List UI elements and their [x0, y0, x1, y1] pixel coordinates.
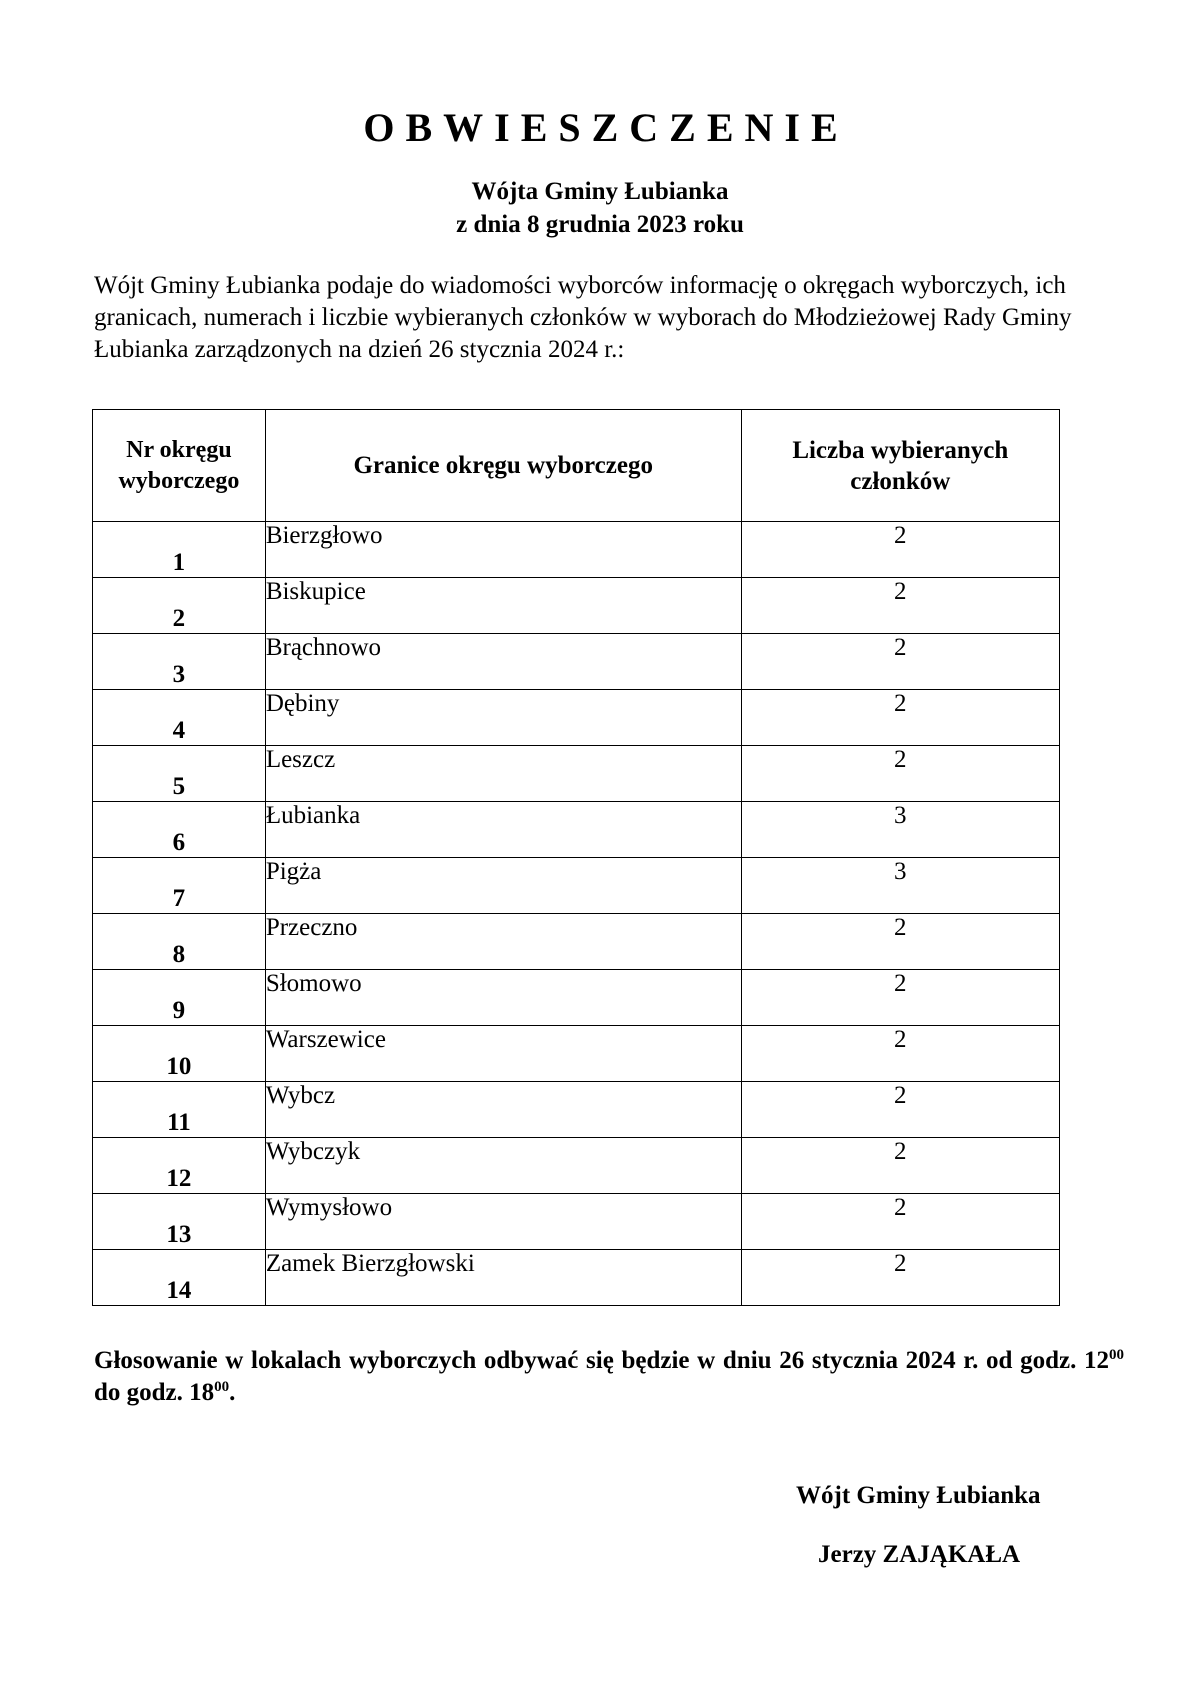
districts-table-body	[93, 522, 1060, 1306]
voting-note-text-middle: do godz. 18	[94, 1379, 215, 1406]
district-number-cell: 13	[93, 1194, 266, 1250]
districts-table	[92, 409, 1060, 1306]
document-issuer: Wójta Gminy Łubianka	[471, 178, 729, 205]
table-row	[93, 1138, 1060, 1194]
table-row	[93, 690, 1060, 746]
district-name-cell: Słomowo	[265, 970, 741, 1026]
district-name-cell: Pigża	[265, 858, 741, 914]
district-number-cell: 8	[93, 914, 266, 970]
members-count-cell: 2	[741, 1194, 1059, 1250]
table-row	[93, 634, 1060, 690]
district-number-cell: 5	[93, 746, 266, 802]
header-district-number: Nr okręgu wyborczego	[93, 410, 266, 522]
district-name-cell: Bierzgłowo	[265, 522, 741, 578]
district-number-cell: 4	[93, 690, 266, 746]
district-name-cell: Wybczyk	[265, 1138, 741, 1194]
district-number-cell: 7	[93, 858, 266, 914]
district-number-cell: 11	[93, 1082, 266, 1138]
members-count-cell: 3	[741, 802, 1059, 858]
district-name-cell: Łubianka	[265, 802, 741, 858]
members-count-cell: 2	[741, 634, 1059, 690]
members-count-cell: 2	[741, 578, 1059, 634]
district-name-cell: Wybcz	[265, 1082, 741, 1138]
table-row	[93, 522, 1060, 578]
district-name-cell: Brąchnowo	[265, 634, 741, 690]
table-row	[93, 1082, 1060, 1138]
members-count-cell: 3	[741, 858, 1059, 914]
district-name-cell: Przeczno	[265, 914, 741, 970]
intro-paragraph: Wójt Gminy Łubianka podaje do wiadomości wyborców informację o okręgach wyborczych, ich granicach, numerach i liczbie wybieranych członków w wyborach do Młodzieżowej Rady Gminy Łubianka zarządzonych na dzień 26 stycznia 2024 r.:	[94, 272, 1072, 363]
district-name-cell: Wymysłowo	[265, 1194, 741, 1250]
members-count-cell: 2	[741, 970, 1059, 1026]
members-count-cell: 2	[741, 914, 1059, 970]
district-name-cell: Zamek Bierzgłowski	[265, 1250, 741, 1306]
voting-note-text-end: .	[229, 1379, 236, 1406]
district-name-cell: Warszewice	[265, 1026, 741, 1082]
table-row	[93, 858, 1060, 914]
table-row	[93, 970, 1060, 1026]
table-row	[93, 802, 1060, 858]
members-count-cell: 2	[741, 690, 1059, 746]
voting-note-superscript-end: 00	[214, 1379, 230, 1395]
voting-note-superscript-start: 00	[1109, 1347, 1124, 1363]
district-name-cell: Leszcz	[265, 746, 741, 802]
signature-name: Jerzy ZAJĄKAŁA	[818, 1541, 1021, 1568]
district-number-cell: 10	[93, 1026, 266, 1082]
table-row	[93, 1250, 1060, 1306]
members-count-cell: 2	[741, 1138, 1059, 1194]
members-count-cell: 2	[741, 746, 1059, 802]
district-number-cell: 12	[93, 1138, 266, 1194]
table-row	[93, 914, 1060, 970]
table-row	[93, 578, 1060, 634]
signature-title: Wójt Gminy Łubianka	[796, 1482, 1041, 1509]
district-number-cell: 2	[93, 578, 266, 634]
document-date: z dnia 8 grudnia 2023 roku	[456, 211, 744, 238]
members-count-cell: 2	[741, 1026, 1059, 1082]
document-title: OBWIESZCZENIE	[363, 105, 849, 150]
district-number-cell: 6	[93, 802, 266, 858]
header-district-boundaries: Granice okręgu wyborczego	[265, 410, 741, 522]
table-header-row	[93, 410, 1060, 522]
table-row	[93, 1026, 1060, 1082]
table-row	[93, 746, 1060, 802]
members-count-cell: 2	[741, 1082, 1059, 1138]
header-members-count: Liczba wybieranych członków	[741, 410, 1059, 522]
district-number-cell: 1	[93, 522, 266, 578]
voting-note-text: Głosowanie w lokalach wyborczych odbywać się będzie w dniu 26 stycznia 2024 r. od godz. 12	[94, 1347, 1109, 1374]
voting-note	[94, 1345, 1124, 1409]
district-name-cell: Dębiny	[265, 690, 741, 746]
district-name-cell: Biskupice	[265, 578, 741, 634]
district-number-cell: 9	[93, 970, 266, 1026]
members-count-cell: 2	[741, 1250, 1059, 1306]
district-number-cell: 3	[93, 634, 266, 690]
members-count-cell: 2	[741, 522, 1059, 578]
table-row	[93, 1194, 1060, 1250]
district-number-cell: 14	[93, 1250, 266, 1306]
